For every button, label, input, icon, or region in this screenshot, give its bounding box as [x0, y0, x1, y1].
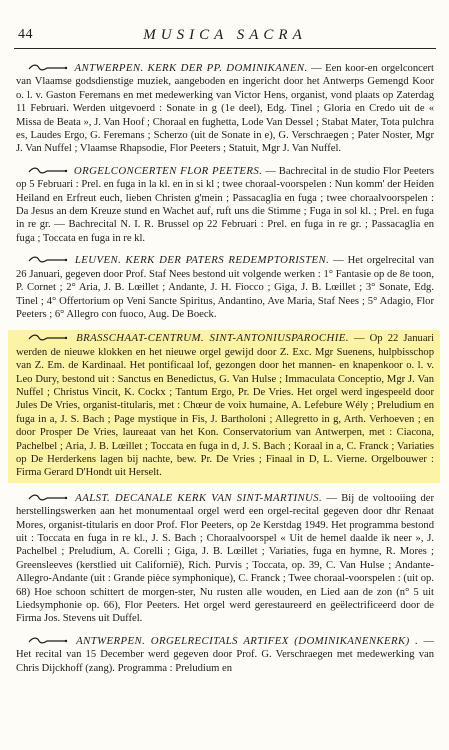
article-aalst-sint-martinus	[14, 492, 436, 626]
article-body: — Het recital van 15 December werd gegeven door Prof. G. Verschraegen met medewerking van Chris Dijckhoff (zang). Programma : Preludium en	[16, 635, 434, 674]
article-brasschaat-highlighted	[8, 330, 440, 482]
article-antwerpen-artifex	[14, 635, 436, 675]
header-rule	[14, 48, 436, 49]
article-heading: ANTWERPEN. ORGELRECITALS ARTIFEX (DOMINIKANENKERK) .	[76, 634, 419, 647]
article-leuven-redemptoristen	[14, 254, 436, 321]
flourish-ornament-icon	[28, 636, 68, 645]
article-list	[14, 62, 436, 684]
article-body: — Het orgelrecital van 26 Januari, gegeven door Prof. Staf Nees bestond uit volgende werken : 1° Fantasie op de 8e toon, P. Cornet ; 2° Aria, J. B. Lœillet ; Andante, J. H. Fiocco ; Giga, J. B. Lœillet ; 3° Sonate, Edg. Tinel ; 4° Offertorium op Veni Sancte Spiritus, Andantino, Ave Maria, Staf Nees ; 5° Adagio, Flor Peeters ; 6° Allegro con fuoco, Aug. De Boeck.	[16, 255, 435, 320]
article-body: — Een koor-en orgelconcert van Vlaamse godsdienstige muziek, aangeboden en ingericht door het Antwerps Gemengd Koor o. l. v. Gaston Feremans en met medewerking van Victor Hens, organist, vond plaats op Zaterdag 11 Februari. Werden uitgevoerd : Sonate in g (1e deel), Edg. Tinel ; Gloria en Credo uit de « Missa de Beata », J. Van Hoof ; Choraal en fughetta, Lode Van Dessel ; Stabat Mater, Tota pulchra es, Laudes Ergo, G. Feremans ; Scherzo (uit de Sonate in e), G. Verschraegen ; Pater Noster, Mgr J. Van Nuffel ; Vlaamse Rhapsodie, Flor Peeters ; Statuit, Mgr J. Van Nuffel.	[16, 63, 434, 155]
running-title: MUSICA SACRA	[143, 27, 307, 43]
article-heading: LEUVEN. KERK DER PATERS REDEMPTORISTEN.	[74, 254, 330, 267]
article-body: — Op 22 Januari werden de nieuwe klokken en het nieuwe orgel gewijd door Z. Exc. Mgr Suenens, hulpbisschop van Z. Em. de Kardinaal. Het pontificaal lof, gezongen door het mannen- en knapenkoor o. l. v. Leo Dury, bestond uit : Sanctus en Benedictus, G. Van Hulse ; Immaculata Conceptio, Mgr J. Van Nuffel ; Christus Vincit, K. Cockx ; Tantum Ergo, Pr. De Vries. Het orgel werd ingespeeld door Jules De Vries, organist-titularis, met : Chœur de voix humaine, A. Lefebure Wély ; Preludium en fuga in a, J. S. Bach ; Page mystique in Fis, J. Bartholoni ; Allegretto in g, Arth. Verhoeven ; en door Prosper De Vries, laureaat van het Kon. Conservatorium van Antwerpen, met : Ciacona, Pachelbel ; Aria, J. B. Lœillet ; Toccata en fuga in d, J. S. Bach ; Koraal in a, C. Franck ; Variaties op De Herderkens lagen bij nachte, bew. Pr. De Vries ; Finaal in D, L. Vierne. Orgelbouwer : Firma Gerard D'Hondt uit Herselt.	[16, 333, 435, 479]
flourish-ornament-icon	[28, 333, 68, 342]
page-number: 44	[18, 27, 33, 42]
article-heading: BRASSCHAAT-CENTRUM. SINT-ANTONIUSPAROCHIE.	[76, 332, 349, 345]
flourish-ornament-icon	[28, 166, 68, 175]
article-body: — Bij de voltooiing der herstellingswerken aan het monumentaal orgel werd een orgel-recital gegeven door dhr Renaat Mores, organist-titularis en door Prof. Flor Peeters, op 2e Kerstdag 1949. Het programma bestond uit : Toccata en fuga in re kl., J. S. Bach ; Choraalvoorspel « Uit de hemel daalde ik neer », J. Pachelbel ; Preludium, A. Corelli ; Giga, J. B. Lœillet ; Variaties, fuga en hymne, R. Mores ; Greensleeves (kerstlied uit Californië), Rich. Purvis ; Toccata, op. 39, C. Van Hulse ; Andante-Allegro-Andante (uit : Grande pièce symphonique), C. Franck ; Twee choraal-voorspelen : (uit op. 68) Hoe schoon schittert de morgen-ster, Nu rusten alle wouden, en Lied aan de zon (n° 5 uit Liedsymphonie op. 66), Flor Peeters. Het orgel werd gerestaureerd en geëlectrificeerd door de Firma Jos. Stevens uit Duffel.	[16, 492, 434, 625]
article-heading: AALST. DECANALE KERK VAN SINT-MARTINUS.	[75, 491, 323, 504]
article-heading: ORGELCONCERTEN FLOR PEETERS.	[73, 164, 263, 177]
article-heading: ANTWERPEN. KERK DER PP. DOMINIKANEN.	[74, 62, 308, 74]
article-orgelconcerten-flor-peeters	[14, 165, 436, 245]
flourish-ornament-icon	[28, 493, 68, 502]
article-antwerpen-dominikanen	[14, 62, 436, 156]
article-body: — Bachrecital in de studio Flor Peeters op 5 Februari : Prel. en fuga in la kl. en in si kl ; twee choraal-voorspelen : Nun komm' der Heiden Heiland en Erfreut euch, lieben Christen g'mein ; Passacaglia en fuga ; twee choraalvoorspelen : Da Jesus an dem Kreuze stund en Wachet auf, ruft uns die Stimme ; Fuga in sol kl. ; Prel. en fuga in re gr. — Bachrecital N. I. R. Brussel op 22 Februari : Prel. en fuga in re gr. ; Passacaglia en fuga ; Toccata en fuga in re kl.	[16, 165, 434, 244]
flourish-ornament-icon	[28, 255, 68, 264]
page-header	[14, 27, 436, 47]
flourish-ornament-icon	[28, 63, 68, 72]
